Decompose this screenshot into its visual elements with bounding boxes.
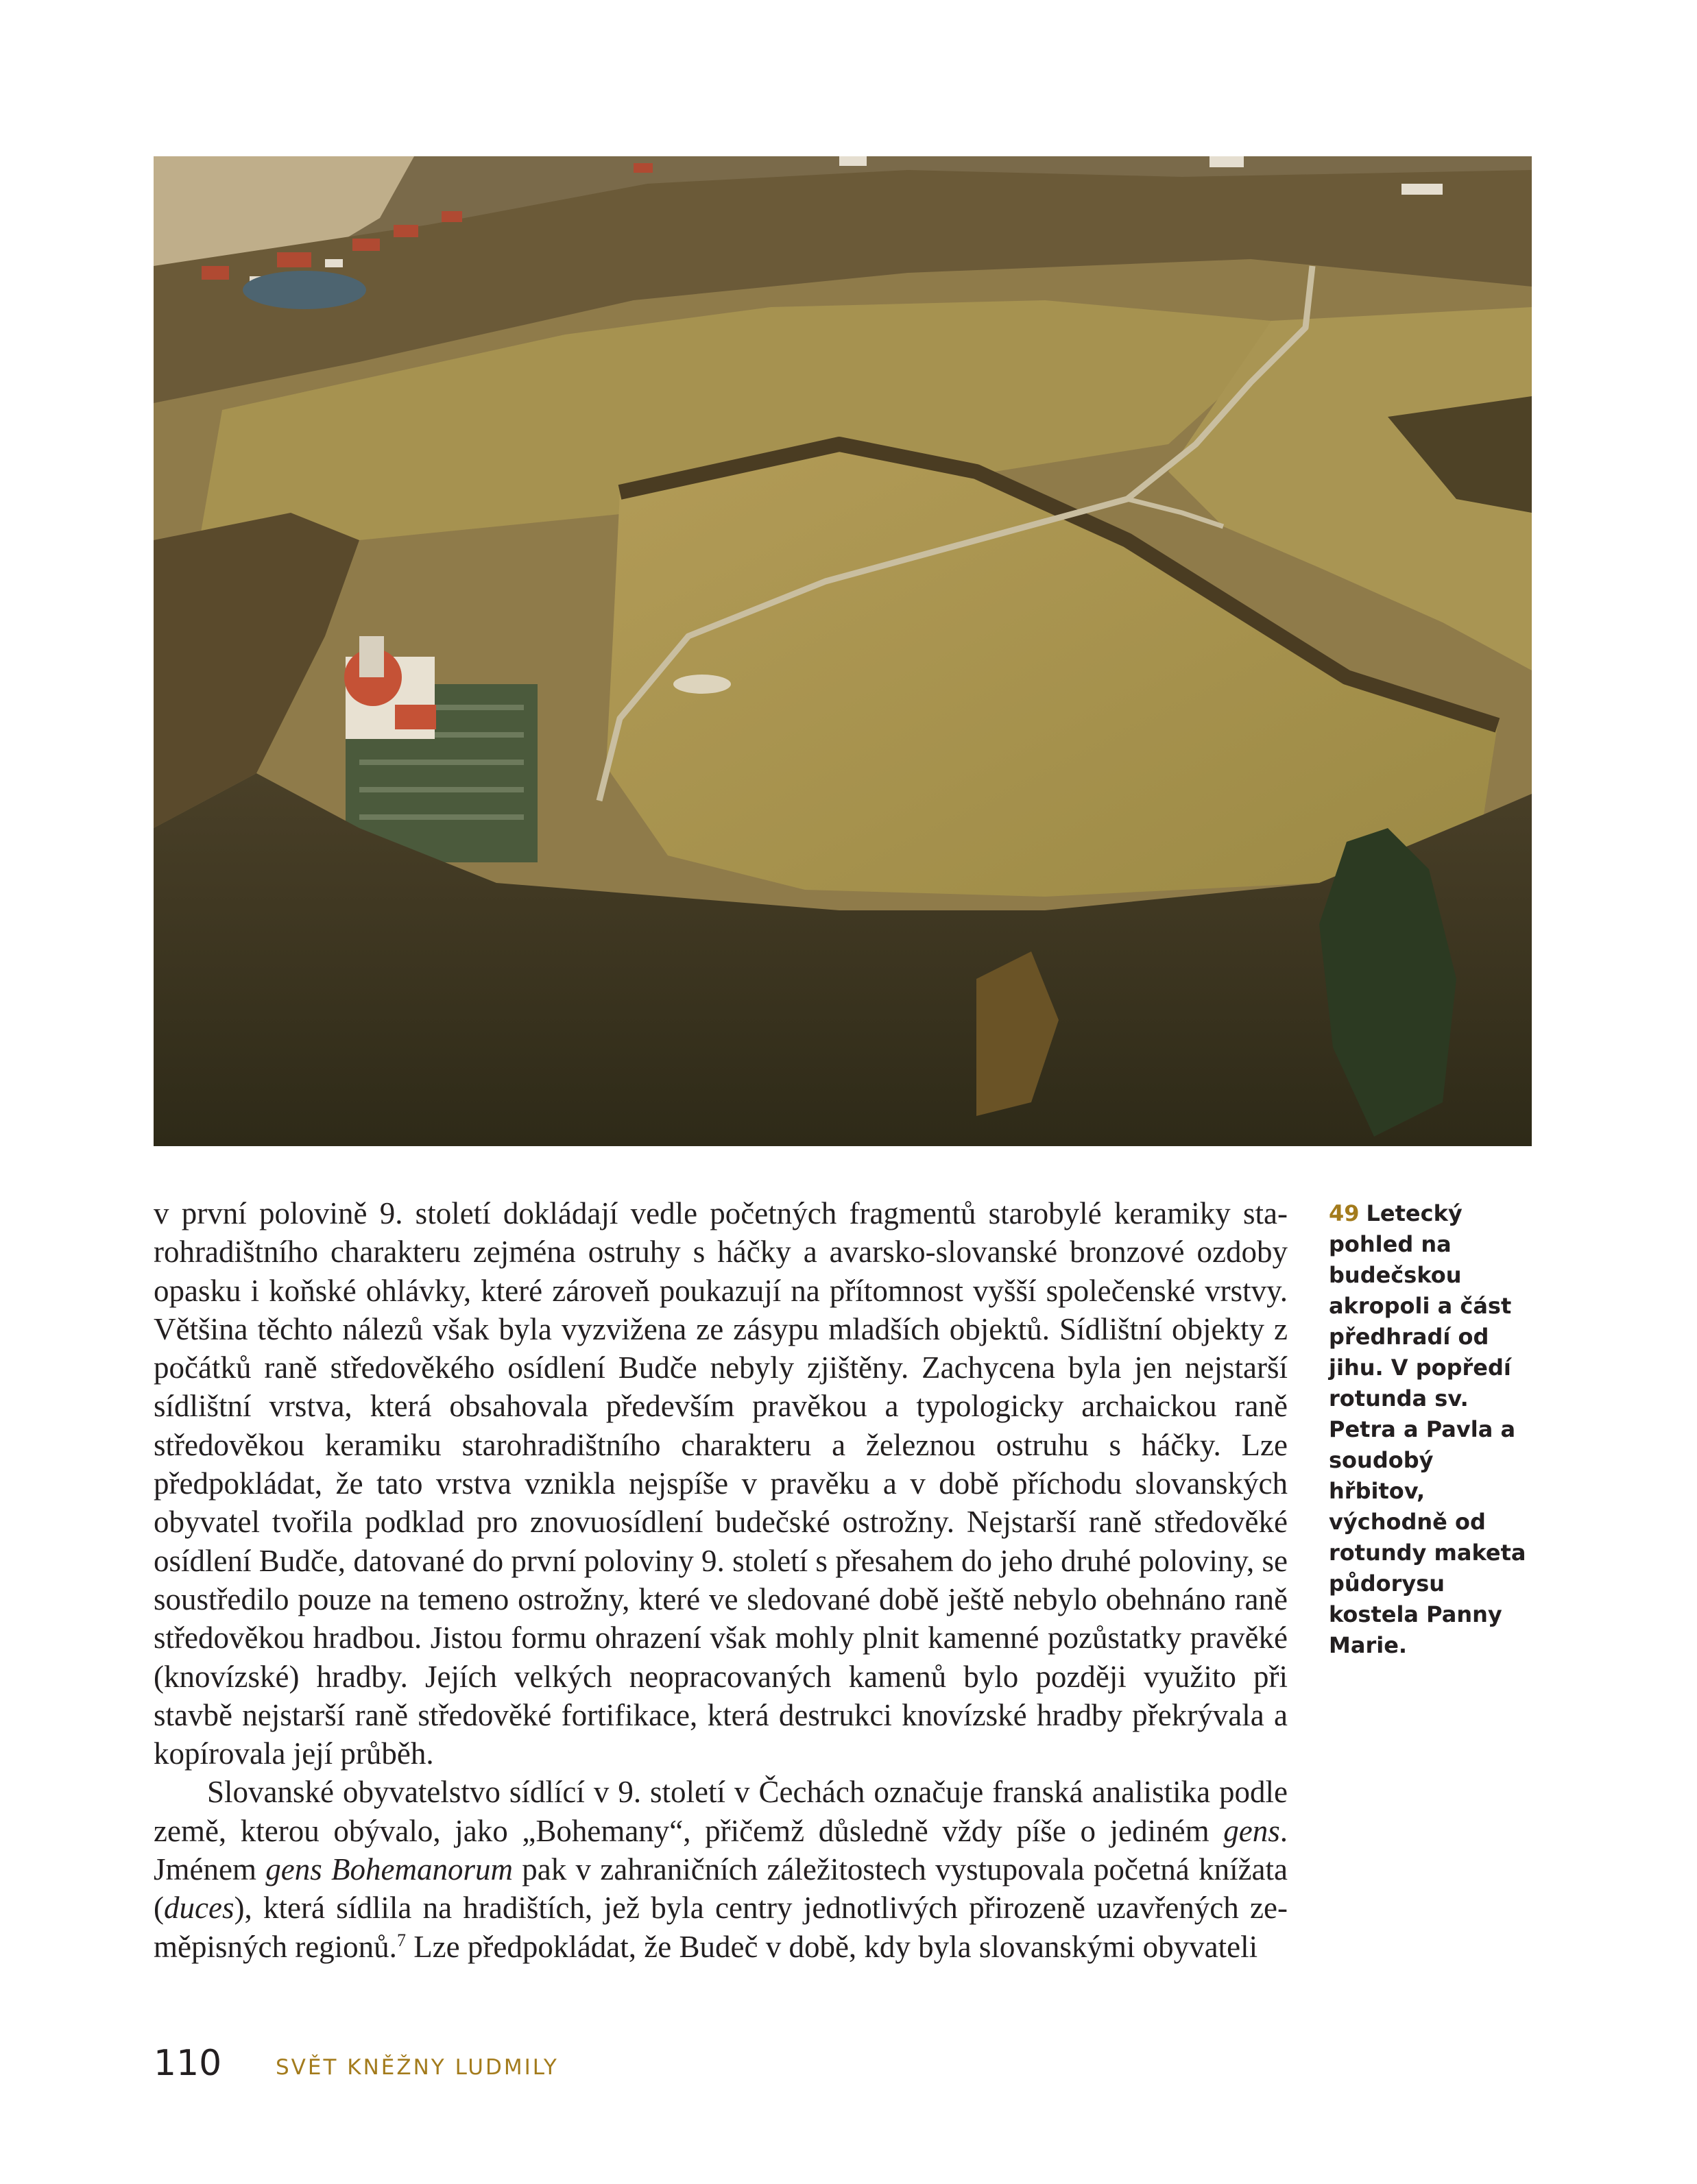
footnote-ref[interactable]: 7	[396, 1930, 406, 1950]
running-title: SVĚT KNĚŽNY LUDMILY	[276, 2055, 559, 2080]
paragraph-2-text-a: Slovanské obyvatelstvo sídlící v 9. století v Čechách označuje franská analistika podle země, kterou obývalo, jako „Bohemany“, přičemž důsledně vždy píše o jediném	[154, 1775, 1288, 1848]
paragraph-2-text-b: . Jménem	[154, 1813, 1288, 1887]
page-number: 110	[154, 2043, 222, 2084]
aerial-photo-budec	[154, 156, 1532, 1146]
paragraph-2	[154, 1773, 1288, 1965]
term-duces: duces	[164, 1891, 234, 1926]
paragraph-2-text-c: pak v zahraničních záležitostech vystupovala početná knížata (	[154, 1852, 1288, 1926]
caption-number: 49	[1329, 1200, 1360, 1226]
figure-caption	[1329, 1198, 1534, 1661]
paragraph-2-text-e: Lze předpokládat, že Budeč v době, kdy byla slovanskými obyvateli	[405, 1929, 1258, 1964]
body-text	[154, 1194, 1288, 1966]
paragraph-2-text-d: ), která sídlila na hradištích, jež byla centry jednotlivých přirozeně uzavřených zeměpisných regionů.	[154, 1891, 1288, 1964]
term-gens: gens	[1223, 1813, 1280, 1848]
term-gens-bohemanorum: gens Bohemanorum	[265, 1852, 513, 1887]
caption-text: Letecký pohled na budečskou akropoli a část předhradí od jihu. V popředí rotunda sv. Petra a Pavla a soudobý hřbitov, východně od rotundy maketa půdorysu kostela Panny Marie.	[1329, 1200, 1526, 1658]
paragraph-1: v první polovině 9. století dokládají vedle početných fragmentů starobylé keramiky starohradištního charakteru zejména ostruhy s háčky a avarsko-slovanské bronzové ozdoby opasku i koňské ohlávky, které zároveň poukazují na přítomnost vyšší společenské vrstvy. Většina těchto nálezů však byla vyzvižena ze zásypu mladších objektů. Sídlištní objekty z počátků raně středověkého osídlení Budče nebyly zjištěny. Zachycena byla jen nejstarší sídlištní vrstva, která obsahovala především pravěkou a typologicky archaickou raně středověkou keramiku starohradištního charakteru a železnou ostruhu s háčky. Lze předpokládat, že tato vrstva vznikla nejspíše v pravěku a v době příchodu slovanských obyvatel tvořila podklad pro znovuosídlení budečské ostrožny. Nejstarší raně středověké osídlení Budče, datované do první poloviny 9. století s přesahem do jeho druhé poloviny, se soustředilo pouze na temeno ostrožny, které ve sledované době ještě nebylo obehnáno raně středověkou hradbou. Jistou formu ohrazení však mohly plnit kamenné pozůstatky pravěké (knovízské) hradby. Jejích velkých neopracovaných kamenů bylo později využito při stavbě nejstarší raně středověké fortifikace, která destrukci knovízské hradby překrývala a kopírovala její průběh.	[154, 1196, 1288, 1771]
